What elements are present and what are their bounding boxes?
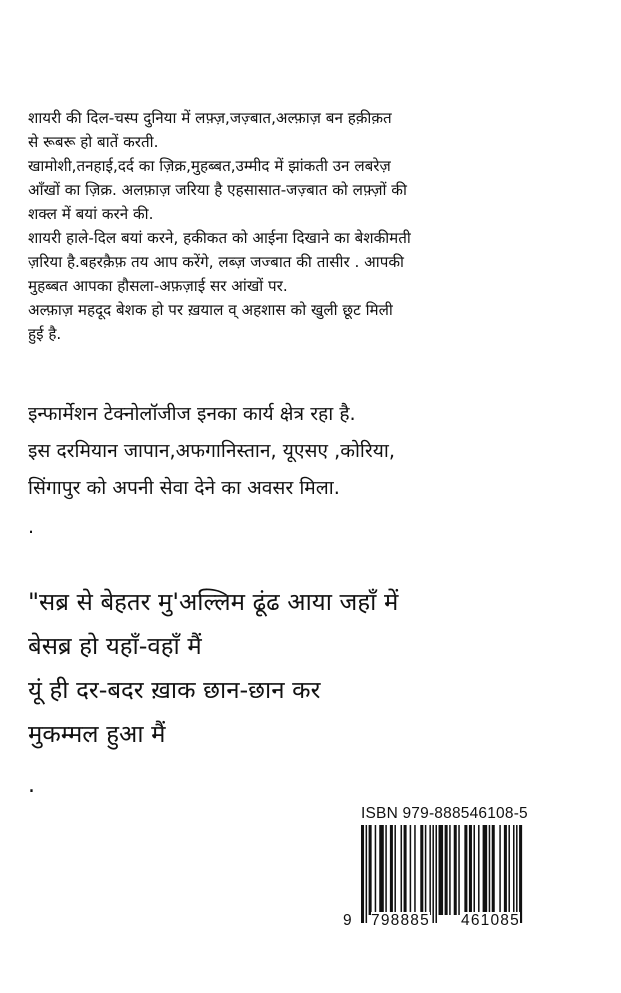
barcode-bar <box>432 825 434 923</box>
intro-line: ज़रिया है.बहरक़ैफ़ तय आप करेंगे, लब्ज़ जज्बात की तासीर . आपकी <box>28 253 404 271</box>
barcode-bar <box>414 825 416 915</box>
intro-line: खामोशी,तनहाई,दर्द का ज़िक्र,मुहब्बत,उम्मीद में झांकती उन लबरेज़ <box>28 157 391 175</box>
barcode-bar <box>469 825 472 915</box>
barcode-bar <box>390 825 393 915</box>
barcode-bar <box>454 825 457 915</box>
poem-line: बेसब्र हो यहाँ-वहाँ मैं <box>28 632 202 660</box>
bio-text <box>28 395 603 506</box>
barcode-bar <box>369 825 372 915</box>
barcode-bar <box>513 825 515 915</box>
barcode-bar <box>410 825 412 915</box>
barcode-bars <box>343 825 551 925</box>
intro-text <box>28 106 598 346</box>
barcode-digits-left: 798885 <box>371 912 430 929</box>
barcode-bar <box>508 825 510 915</box>
barcode-bar <box>394 825 396 915</box>
intro-line: शायरी की दिल-चस्प दुनिया में लफ़्ज़,जज़्बात,अल्फ़ाज़ बन हक़ीक़त <box>28 109 392 127</box>
intro-line: मुहब्बत आपका हौसला-अफ़ज़ाई सर आंखों पर. <box>28 277 288 295</box>
poem-line: यूं ही दर-बदर ख़ाक छान-छान कर <box>28 676 321 704</box>
isbn-barcode <box>343 803 551 933</box>
barcode-bar <box>429 825 431 915</box>
barcode-bar <box>492 825 495 915</box>
intro-line: हुई है. <box>28 325 62 343</box>
barcode-bar <box>401 825 403 915</box>
poem-line: "सब्र से बेहतर मु'अल्लिम ढूंढ आया जहाँ में <box>28 588 399 616</box>
barcode-bar <box>449 825 451 915</box>
barcode-digit-lead: 9 <box>343 912 353 929</box>
poem <box>28 580 603 756</box>
intro-line: आँखों का ज़िक्र. अलफ़ाज़ जरिया है एहसासात-जज़्बात को लफ़्ज़ों की <box>28 181 407 199</box>
barcode-bar <box>385 825 387 915</box>
bio-line: इन्फार्मेशन टेक्नोलॉजीज इनका कार्य क्षेत्र रहा है. <box>28 402 356 425</box>
barcode-bar <box>361 825 364 923</box>
isbn-label: ISBN 979-888546108-5 <box>361 805 528 822</box>
barcode-bar <box>499 825 501 915</box>
barcode-bar <box>516 825 518 923</box>
barcode-bar <box>425 825 427 915</box>
bio-line: सिंगापुर को अपनी सेवा देने का अवसर मिला. <box>28 476 340 499</box>
barcode-bar <box>483 825 488 915</box>
barcode-bar <box>379 825 384 915</box>
barcode-bar <box>519 825 522 923</box>
barcode-bar <box>439 825 444 915</box>
intro-line: अल्फ़ाज़ महदूद बेशक हो पर ख़याल व् अहशास को खुली छूट मिली <box>28 301 393 319</box>
poem-trailing-dot: . <box>28 773 35 798</box>
poem-line: मुकम्मल हुआ मैं <box>28 720 166 748</box>
barcode-bar <box>473 825 475 915</box>
barcode-bar <box>375 825 377 915</box>
intro-line: शायरी हाले-दिल बयां करने, हकीकत को आईना दिखाने का बेशकीमती <box>28 229 411 247</box>
barcode-bar <box>478 825 480 915</box>
barcode-bar <box>366 825 368 923</box>
barcode-digits-right: 461085 <box>461 912 520 929</box>
intro-line: से रूबरू हो बातें करती. <box>28 133 159 151</box>
barcode-bar <box>435 825 437 923</box>
barcode-bar <box>504 825 507 915</box>
barcode-bar <box>420 825 423 915</box>
intro-line: शक्ल में बयां करने की. <box>28 205 154 223</box>
barcode-bar <box>445 825 448 915</box>
bio-trailing-dot: . <box>28 516 35 538</box>
barcode-bar <box>404 825 407 915</box>
barcode-bar <box>464 825 467 915</box>
barcode-bar <box>458 825 460 915</box>
bio-line: इस दरमियान जापान,अफगानिस्तान, यूएसए ,कोरिया, <box>28 439 395 462</box>
barcode-bar <box>489 825 491 915</box>
